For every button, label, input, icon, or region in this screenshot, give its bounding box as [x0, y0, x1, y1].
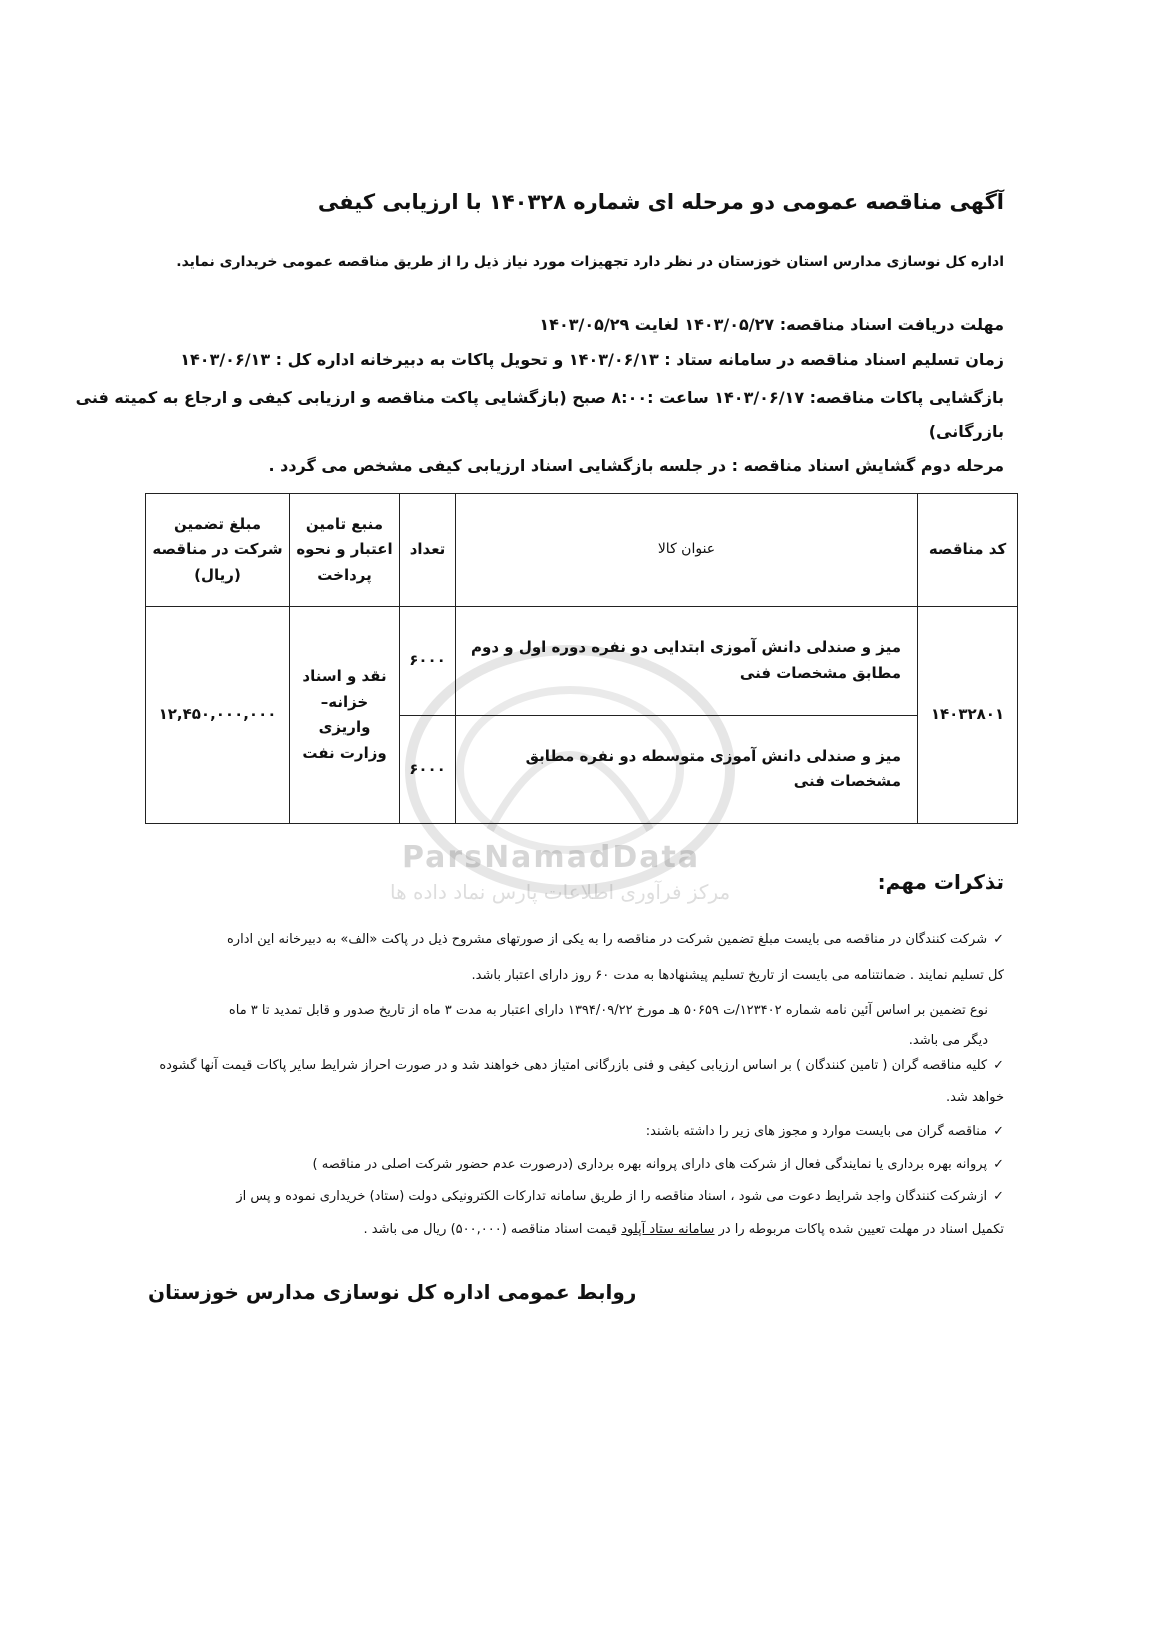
note-1	[227, 932, 1004, 947]
header-code: کد مناقصه	[918, 494, 1018, 607]
note-3-cont: خواهد شد.	[945, 1090, 1004, 1105]
note-5	[313, 1157, 1004, 1172]
second-stage-note: مرحله دوم گشایش اسناد مناقصه : در جلسه بازگشایی اسناد ارزیابی کیفی مشخص می گردد .	[268, 456, 1004, 475]
opening-time-line2: بازرگانی)	[928, 422, 1004, 441]
table-header-row	[146, 494, 1018, 607]
note-4	[646, 1124, 1004, 1139]
funding-source: نقد و اسناد خزانه– واریزی وزارت نفت	[290, 607, 400, 824]
note-text: مناقصه گران می بایست موارد و مجوز های زیر را داشته باشند:	[645, 1124, 988, 1139]
watermark-brand: ParsNamadData	[402, 840, 701, 875]
note-text: ازشرکت کنندگان واجد شرایط دعوت می شود ، اسناد مناقصه را از طریق سامانه تدارکات الکترونیکی دولت (ستاد) خریداری نموده و پس از	[236, 1189, 988, 1204]
document-deadline: مهلت دریافت اسناد مناقصه: ۱۴۰۳/۰۵/۲۷ لغایت ۱۴۰۳/۰۵/۲۹	[539, 315, 1004, 334]
item-title: میز و صندلی دانش آموزی متوسطه دو نفره مطابق مشخصات فنی	[456, 715, 918, 824]
note-text: پروانه بهره برداری یا نمایندگی فعال از شرکت های دارای پروانه بهره برداری (درصورت عدم حضور شرکت اصلی در مناقصه )	[312, 1157, 988, 1172]
footer-signature: روابط عمومی اداره کل نوسازی مدارس خوزستان	[148, 1280, 637, 1304]
note-text: شرکت کنندگان در مناقصه می بایست مبلغ تضمین شرکت در مناقصه را به یکی از صورتهای مشروح ذیل در پاکت «الف» به دبیرخانه این اداره	[227, 932, 988, 947]
note-text: کلیه مناقصه گران ( تامین کنندگان ) بر اساس ارزیابی کیفی و فنی بازرگانی امتیاز دهی خواهند شد و در صورت احراز شرایط سایر پاکات قیمت آنها گشوده	[159, 1058, 988, 1073]
header-funding: منبع تامین اعتبار و نحوه پرداخت	[290, 494, 400, 607]
note-2	[229, 1003, 988, 1018]
note-1-cont: کل تسلیم نمایند . ضمانتنامه می بایست از تاریخ تسلیم پیشنهادها به مدت ۶۰ روز دارای اعتبار باشد.	[471, 968, 1004, 983]
note-6-cont	[364, 1222, 1004, 1237]
note-6	[236, 1189, 1004, 1204]
checkmark-icon: ✓	[993, 1058, 1004, 1073]
watermark-subtitle: مرکز فرآوری اطلاعات پارس نماد داده ها	[390, 880, 731, 904]
checkmark-icon: ✓	[993, 1157, 1004, 1172]
item-qty: ۶۰۰۰	[400, 715, 456, 824]
header-guarantee: مبلغ تضمین شرکت در مناقصه (ریال)	[146, 494, 290, 607]
item-qty: ۶۰۰۰	[400, 607, 456, 716]
table-row	[146, 607, 1018, 716]
note-3	[159, 1058, 1004, 1073]
header-qty: تعداد	[400, 494, 456, 607]
header-title: عنوان کالا	[456, 494, 918, 607]
notes-title: تذکرات مهم:	[877, 870, 1004, 894]
guarantee-amount: ۱۲,۴۵۰,۰۰۰,۰۰۰	[146, 607, 290, 824]
submission-time: زمان تسلیم اسناد مناقصه در سامانه ستاد : ۱۴۰۳/۰۶/۱۳ و تحویل پاکات به دبیرخانه اداره کل : ۱۴۰۳/۰۶/۱۳	[180, 350, 1004, 369]
tender-code: ۱۴۰۳۲۸۰۱	[918, 607, 1018, 824]
note-text: نوع تضمین بر اساس آئین نامه شماره ۱۲۳۴۰۲/ت ۵۰۶۵۹ هـ مورخ ۱۳۹۴/۰۹/۲۲ دارای اعتبار به مدت ۳ ماه از تاریخ صدور و قابل تمدید تا ۳ ماه	[228, 1003, 988, 1018]
opening-time-line1: بازگشایی پاکات مناقصه: ۱۴۰۳/۰۶/۱۷ ساعت :۸:۰۰ صبح (بازگشایی پاکت مناقصه و ارزیابی کیفی و ارجاع به کمیته فنی	[75, 388, 1004, 407]
checkmark-icon: ✓	[993, 1189, 1004, 1204]
note-2-cont: دیگر می باشد.	[908, 1033, 988, 1048]
notice-intro: اداره کل نوسازی مدارس استان خوزستان در نظر دارد تجهیزات مورد نیاز ذیل را از طریق مناقصه عمومی خریداری نماید.	[176, 254, 1004, 270]
item-title: میز و صندلی دانش آموزی ابتدایی دو نفره دوره اول و دوم مطابق مشخصات فنی	[456, 607, 918, 716]
setad-upload-text: سامانه ستاد آپلود	[621, 1222, 715, 1237]
note-text: تکمیل اسناد در مهلت تعیین شده پاکات مربوطه را در	[714, 1222, 1004, 1237]
note-text: قیمت اسناد مناقصه (۵۰۰,۰۰۰) ریال می باشد .	[363, 1222, 622, 1237]
checkmark-icon: ✓	[993, 932, 1004, 947]
checkmark-icon: ✓	[993, 1124, 1004, 1139]
tender-table	[145, 493, 1018, 824]
notice-title: آگهی مناقصه عمومی دو مرحله ای شماره ۱۴۰۳۲۸ با ارزیابی کیفی	[317, 190, 1004, 214]
